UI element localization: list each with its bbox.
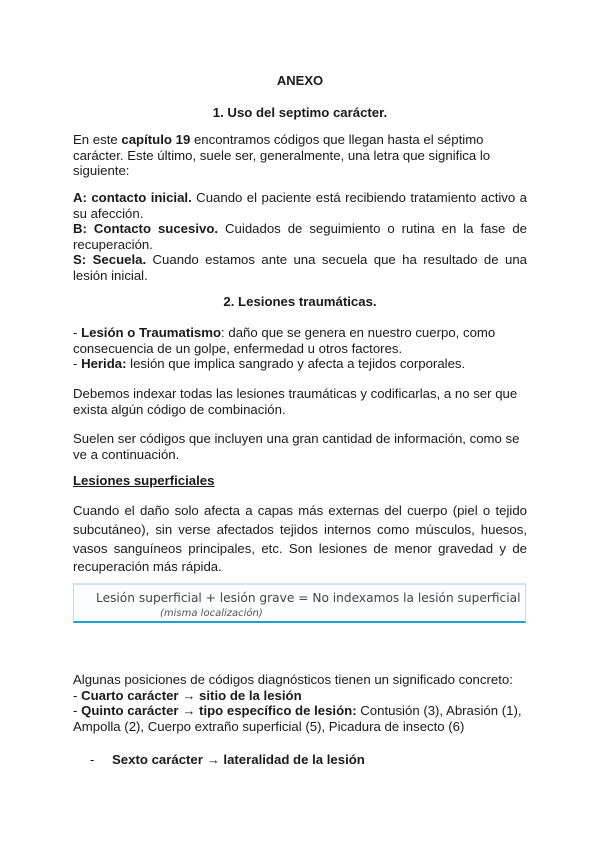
paragraph-codes: Suelen ser códigos que incluyen una gran cantidad de información, como se ve a continuación. <box>73 431 520 462</box>
bullet-dash: - <box>90 752 95 767</box>
page-title: ANEXO <box>276 73 324 88</box>
position-label: Quinto carácter → tipo específico de lesión: <box>81 703 357 719</box>
item-label: A: contacto inicial. <box>73 190 192 205</box>
subsection-heading-text: Lesiones superficiales <box>73 473 215 488</box>
position-line <box>73 688 527 704</box>
dash: - <box>73 687 82 703</box>
section-heading-1: 1. Uso del septimo carácter. <box>212 105 388 120</box>
section1-intro <box>73 132 527 179</box>
definition-text: lesión que implica sangrado y afecta a tejidos corporales. <box>126 356 466 372</box>
positions-intro: Algunas posiciones de códigos diagnósticos tienen un significado concreto: <box>73 672 513 687</box>
section-heading-2: 2. Lesiones traumáticas. <box>223 294 377 309</box>
dash: - <box>73 325 82 340</box>
seventh-char-list <box>73 190 527 284</box>
intro-post: encontramos códigos que llegan hasta el séptimo carácter. Este último, suele ser, generalmente, una letra que significa lo siguiente: <box>73 132 491 179</box>
paragraph-superficiales: Cuando el daño solo afecta a capas más externas del cuerpo (piel o tejido subcutáneo), sin verse afectados tejidos internos como músculos, huesos, vasos sanguíneos principales, etc. Son lesiones de menor gravedad y de recuperación más rápida. <box>73 503 527 575</box>
position-label: Cuarto carácter → sitio de la lesión <box>81 687 302 703</box>
definition-text: : daño que se genera en nuestro cuerpo, como consecuencia de un golpe, enfermedad u otros factores. <box>73 325 496 356</box>
rule-box-text: Lesión superficial + lesión grave = No indexamos la lesión superficial <box>96 591 521 605</box>
rule-box <box>73 583 526 623</box>
intro-pre: En este <box>73 132 122 147</box>
definition-item <box>73 356 527 372</box>
item-text: Cuidados de seguimiento o rutina en la fase de recuperación. <box>73 221 527 252</box>
list-item <box>73 190 527 221</box>
list-item <box>73 221 527 252</box>
dash: - <box>73 356 82 372</box>
position-text: Contusión (3), Abrasión (1), Ampolla (2), Cuerpo extraño superficial (5), Picadura de insecto (6) <box>73 703 522 734</box>
bullet-sixth <box>90 752 527 768</box>
definition-label: Lesión o Traumatismo <box>81 325 222 340</box>
item-label: B: Contacto sucesivo. <box>73 221 219 237</box>
definition-label: Herida: <box>81 356 127 372</box>
rule-box-note: (misma localización) <box>160 608 263 619</box>
dash: - <box>73 703 82 719</box>
item-text: Cuando el paciente está recibiendo tratamiento activo a su afección. <box>73 190 527 221</box>
paragraph-index: Debemos indexar todas las lesiones traumáticas y codificarlas, a no ser que exista algún código de combinación. <box>73 386 518 417</box>
item-label: S: Secuela. <box>73 252 147 268</box>
definition-item <box>73 325 527 356</box>
intro-bold: capítulo 19 <box>121 132 191 147</box>
bullet-label: Sexto carácter → lateralidad de la lesión <box>112 752 365 767</box>
definitions <box>73 325 527 372</box>
item-text: Cuando estamos ante una secuela que ha resultado de una lesión inicial. <box>73 252 528 283</box>
position-line <box>73 703 527 734</box>
subsection-heading <box>73 473 527 489</box>
list-item <box>73 252 527 283</box>
positions-block <box>73 672 527 734</box>
